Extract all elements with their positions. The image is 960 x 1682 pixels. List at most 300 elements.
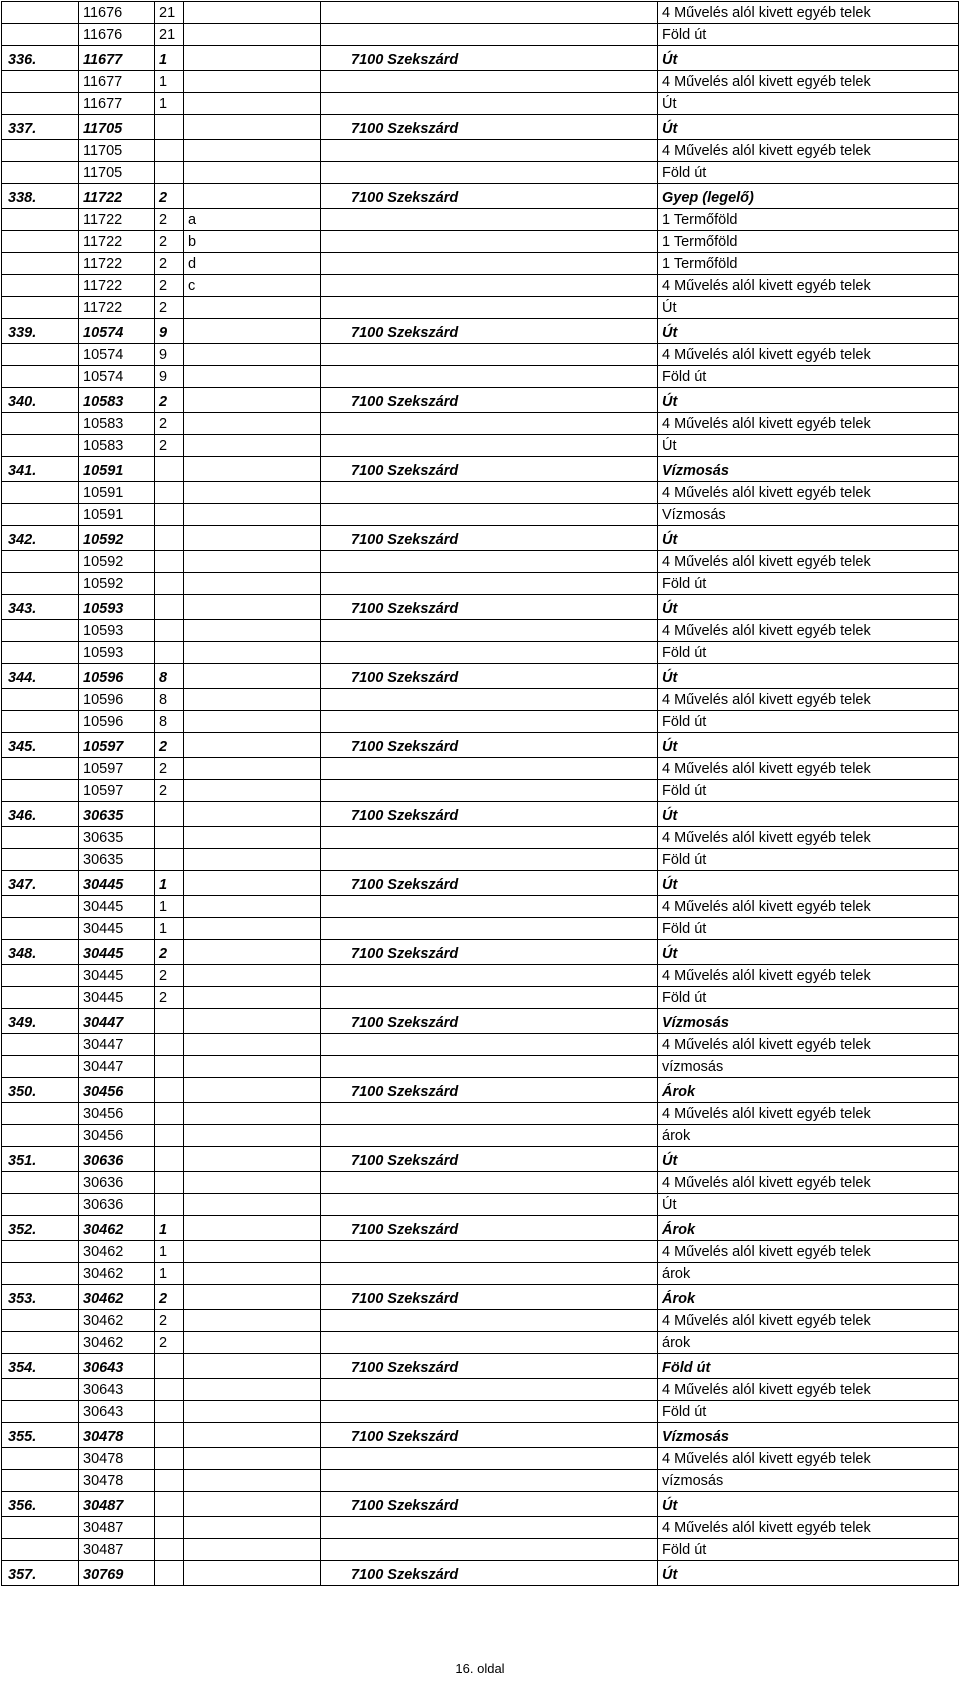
- row-index-cell: 353.: [2, 1285, 79, 1310]
- settlement-cell: [321, 1379, 658, 1401]
- land-use-cell: 4 Művelés alól kivett egyéb telek: [658, 827, 959, 849]
- parcel-number-cell: 30487: [79, 1539, 155, 1561]
- row-index-cell: [2, 1401, 79, 1423]
- row-index-cell: [2, 827, 79, 849]
- row-index-cell: [2, 918, 79, 940]
- row-index-cell: 357.: [2, 1561, 79, 1586]
- settlement-cell: [321, 140, 658, 162]
- row-index-cell: 347.: [2, 871, 79, 896]
- row-index-cell: [2, 711, 79, 733]
- settlement-cell: 7100 Szekszárd: [321, 1216, 658, 1241]
- sub-number-cell: [155, 162, 184, 184]
- parcel-main-row: [2, 733, 959, 758]
- sub-number-cell: 2: [155, 1310, 184, 1332]
- parcel-sub-row: [2, 1103, 959, 1125]
- sub-letter-cell: [184, 162, 321, 184]
- parcel-number-cell: 11705: [79, 162, 155, 184]
- row-index-cell: [2, 1470, 79, 1492]
- parcel-sub-row: [2, 482, 959, 504]
- sub-letter-cell: [184, 93, 321, 115]
- row-index-cell: [2, 1034, 79, 1056]
- settlement-cell: 7100 Szekszárd: [321, 1009, 658, 1034]
- sub-number-cell: 1: [155, 1241, 184, 1263]
- land-use-cell: Vízmosás: [658, 504, 959, 526]
- parcel-main-row: [2, 1354, 959, 1379]
- row-index-cell: [2, 344, 79, 366]
- parcel-number-cell: 10592: [79, 573, 155, 595]
- settlement-cell: [321, 1517, 658, 1539]
- parcel-table: [1, 1, 959, 1586]
- sub-letter-cell: [184, 413, 321, 435]
- row-index-cell: [2, 1310, 79, 1332]
- land-use-cell: 4 Művelés alól kivett egyéb telek: [658, 482, 959, 504]
- land-use-cell: Gyep (legelő): [658, 184, 959, 209]
- parcel-number-cell: 30445: [79, 871, 155, 896]
- parcel-sub-row: [2, 435, 959, 457]
- parcel-sub-row: [2, 1379, 959, 1401]
- parcel-sub-row: [2, 1125, 959, 1147]
- row-index-cell: [2, 551, 79, 573]
- land-use-cell: Út: [658, 1194, 959, 1216]
- sub-number-cell: [155, 1539, 184, 1561]
- settlement-cell: [321, 896, 658, 918]
- sub-number-cell: 2: [155, 388, 184, 413]
- land-use-cell: 4 Művelés alól kivett egyéb telek: [658, 344, 959, 366]
- sub-letter-cell: b: [184, 231, 321, 253]
- land-use-cell: 4 Művelés alól kivett egyéb telek: [658, 620, 959, 642]
- sub-letter-cell: [184, 1423, 321, 1448]
- sub-letter-cell: [184, 802, 321, 827]
- land-use-cell: 1 Termőföld: [658, 231, 959, 253]
- land-use-cell: 4 Művelés alól kivett egyéb telek: [658, 275, 959, 297]
- settlement-cell: [321, 573, 658, 595]
- sub-number-cell: [155, 1078, 184, 1103]
- land-use-cell: Föld út: [658, 573, 959, 595]
- land-use-cell: 4 Művelés alól kivett egyéb telek: [658, 1034, 959, 1056]
- land-use-cell: 1 Termőföld: [658, 253, 959, 275]
- land-use-cell: Út: [658, 1492, 959, 1517]
- sub-letter-cell: [184, 1539, 321, 1561]
- sub-number-cell: 2: [155, 733, 184, 758]
- sub-letter-cell: [184, 1009, 321, 1034]
- sub-letter-cell: [184, 827, 321, 849]
- sub-letter-cell: [184, 1263, 321, 1285]
- sub-letter-cell: [184, 366, 321, 388]
- parcel-main-row: [2, 1492, 959, 1517]
- sub-letter-cell: [184, 1470, 321, 1492]
- land-use-cell: 4 Művelés alól kivett egyéb telek: [658, 2, 959, 24]
- parcel-sub-row: [2, 620, 959, 642]
- sub-number-cell: [155, 1401, 184, 1423]
- sub-number-cell: [155, 526, 184, 551]
- land-use-cell: Út: [658, 733, 959, 758]
- row-index-cell: [2, 253, 79, 275]
- land-use-cell: Föld út: [658, 162, 959, 184]
- parcel-main-row: [2, 184, 959, 209]
- land-use-cell: 1 Termőföld: [658, 209, 959, 231]
- sub-number-cell: 1: [155, 71, 184, 93]
- sub-letter-cell: [184, 388, 321, 413]
- parcel-sub-row: [2, 344, 959, 366]
- parcel-main-row: [2, 1078, 959, 1103]
- settlement-cell: [321, 297, 658, 319]
- parcel-number-cell: 30635: [79, 849, 155, 871]
- parcel-sub-row: [2, 689, 959, 711]
- sub-letter-cell: [184, 319, 321, 344]
- sub-number-cell: 2: [155, 940, 184, 965]
- sub-letter-cell: c: [184, 275, 321, 297]
- row-index-cell: [2, 987, 79, 1009]
- sub-number-cell: [155, 140, 184, 162]
- land-use-cell: 4 Művelés alól kivett egyéb telek: [658, 71, 959, 93]
- sub-letter-cell: [184, 1517, 321, 1539]
- row-index-cell: [2, 642, 79, 664]
- row-index-cell: 339.: [2, 319, 79, 344]
- row-index-cell: [2, 209, 79, 231]
- parcel-number-cell: 10593: [79, 642, 155, 664]
- row-index-cell: [2, 1103, 79, 1125]
- settlement-cell: 7100 Szekszárd: [321, 184, 658, 209]
- parcel-number-cell: 30643: [79, 1401, 155, 1423]
- row-index-cell: [2, 1172, 79, 1194]
- land-use-cell: Föld út: [658, 366, 959, 388]
- parcel-number-cell: 30478: [79, 1470, 155, 1492]
- settlement-cell: 7100 Szekszárd: [321, 46, 658, 71]
- sub-number-cell: 1: [155, 1216, 184, 1241]
- parcel-sub-row: [2, 849, 959, 871]
- parcel-number-cell: 30447: [79, 1009, 155, 1034]
- parcel-sub-row: [2, 231, 959, 253]
- settlement-cell: 7100 Szekszárd: [321, 115, 658, 140]
- land-use-cell: 4 Művelés alól kivett egyéb telek: [658, 758, 959, 780]
- sub-letter-cell: [184, 435, 321, 457]
- row-index-cell: 336.: [2, 46, 79, 71]
- land-use-cell: Föld út: [658, 918, 959, 940]
- sub-number-cell: [155, 1147, 184, 1172]
- sub-number-cell: 1: [155, 871, 184, 896]
- parcel-sub-row: [2, 93, 959, 115]
- parcel-sub-row: [2, 2, 959, 24]
- sub-number-cell: [155, 457, 184, 482]
- row-index-cell: [2, 297, 79, 319]
- parcel-sub-row: [2, 1517, 959, 1539]
- settlement-cell: 7100 Szekszárd: [321, 1354, 658, 1379]
- sub-number-cell: 21: [155, 24, 184, 46]
- parcel-sub-row: [2, 896, 959, 918]
- sub-letter-cell: [184, 896, 321, 918]
- parcel-number-cell: 30462: [79, 1216, 155, 1241]
- parcel-main-row: [2, 1216, 959, 1241]
- row-index-cell: 355.: [2, 1423, 79, 1448]
- parcel-number-cell: 30462: [79, 1263, 155, 1285]
- parcel-number-cell: 11677: [79, 46, 155, 71]
- parcel-number-cell: 10574: [79, 366, 155, 388]
- land-use-cell: Út: [658, 115, 959, 140]
- settlement-cell: [321, 231, 658, 253]
- sub-number-cell: [155, 642, 184, 664]
- land-use-cell: 4 Művelés alól kivett egyéb telek: [658, 689, 959, 711]
- sub-letter-cell: [184, 457, 321, 482]
- sub-letter-cell: [184, 758, 321, 780]
- sub-number-cell: [155, 1517, 184, 1539]
- settlement-cell: [321, 1448, 658, 1470]
- row-index-cell: 344.: [2, 664, 79, 689]
- parcel-number-cell: 30447: [79, 1034, 155, 1056]
- row-index-cell: 345.: [2, 733, 79, 758]
- parcel-number-cell: 10596: [79, 664, 155, 689]
- parcel-number-cell: 10591: [79, 504, 155, 526]
- parcel-main-row: [2, 664, 959, 689]
- sub-number-cell: 21: [155, 2, 184, 24]
- sub-letter-cell: [184, 1147, 321, 1172]
- sub-letter-cell: [184, 987, 321, 1009]
- parcel-sub-row: [2, 918, 959, 940]
- row-index-cell: [2, 435, 79, 457]
- parcel-sub-row: [2, 711, 959, 733]
- land-use-cell: Föld út: [658, 711, 959, 733]
- parcel-sub-row: [2, 413, 959, 435]
- parcel-number-cell: 10592: [79, 551, 155, 573]
- parcel-sub-row: [2, 642, 959, 664]
- parcel-main-row: [2, 1561, 959, 1586]
- sub-letter-cell: [184, 1034, 321, 1056]
- parcel-number-cell: 11722: [79, 253, 155, 275]
- settlement-cell: [321, 849, 658, 871]
- parcel-number-cell: 30445: [79, 896, 155, 918]
- sub-number-cell: 2: [155, 231, 184, 253]
- sub-letter-cell: [184, 940, 321, 965]
- parcel-sub-row: [2, 1056, 959, 1078]
- parcel-main-row: [2, 595, 959, 620]
- parcel-number-cell: 10591: [79, 482, 155, 504]
- settlement-cell: [321, 965, 658, 987]
- settlement-cell: 7100 Szekszárd: [321, 1078, 658, 1103]
- settlement-cell: 7100 Szekszárd: [321, 733, 658, 758]
- sub-letter-cell: [184, 71, 321, 93]
- sub-letter-cell: [184, 849, 321, 871]
- sub-letter-cell: [184, 1216, 321, 1241]
- parcel-number-cell: 30636: [79, 1172, 155, 1194]
- sub-number-cell: [155, 827, 184, 849]
- settlement-cell: 7100 Szekszárd: [321, 940, 658, 965]
- row-index-cell: [2, 140, 79, 162]
- sub-letter-cell: [184, 504, 321, 526]
- parcel-sub-row: [2, 1332, 959, 1354]
- parcel-main-row: [2, 802, 959, 827]
- sub-number-cell: [155, 1172, 184, 1194]
- sub-number-cell: [155, 1034, 184, 1056]
- land-use-cell: Vízmosás: [658, 1009, 959, 1034]
- sub-number-cell: 2: [155, 435, 184, 457]
- sub-letter-cell: [184, 1354, 321, 1379]
- row-index-cell: 356.: [2, 1492, 79, 1517]
- settlement-cell: [321, 71, 658, 93]
- sub-letter-cell: [184, 620, 321, 642]
- row-index-cell: 348.: [2, 940, 79, 965]
- parcel-number-cell: 10583: [79, 388, 155, 413]
- settlement-cell: [321, 1241, 658, 1263]
- parcel-number-cell: 30445: [79, 987, 155, 1009]
- row-index-cell: 340.: [2, 388, 79, 413]
- parcel-number-cell: 10593: [79, 620, 155, 642]
- parcel-number-cell: 11722: [79, 297, 155, 319]
- row-index-cell: [2, 689, 79, 711]
- sub-number-cell: 2: [155, 758, 184, 780]
- settlement-cell: [321, 1401, 658, 1423]
- sub-number-cell: 2: [155, 965, 184, 987]
- row-index-cell: 354.: [2, 1354, 79, 1379]
- parcel-number-cell: 30635: [79, 827, 155, 849]
- land-use-cell: 4 Művelés alól kivett egyéb telek: [658, 896, 959, 918]
- land-use-cell: 4 Művelés alól kivett egyéb telek: [658, 413, 959, 435]
- parcel-sub-row: [2, 1034, 959, 1056]
- land-use-cell: vízmosás: [658, 1470, 959, 1492]
- settlement-cell: [321, 162, 658, 184]
- sub-letter-cell: [184, 1194, 321, 1216]
- parcel-number-cell: 30462: [79, 1241, 155, 1263]
- row-index-cell: [2, 896, 79, 918]
- parcel-number-cell: 11705: [79, 140, 155, 162]
- parcel-main-row: [2, 1423, 959, 1448]
- settlement-cell: [321, 253, 658, 275]
- parcel-main-row: [2, 46, 959, 71]
- land-use-cell: Föld út: [658, 1401, 959, 1423]
- parcel-number-cell: 30445: [79, 940, 155, 965]
- land-use-cell: Út: [658, 93, 959, 115]
- parcel-main-row: [2, 115, 959, 140]
- parcel-main-row: [2, 319, 959, 344]
- settlement-cell: [321, 780, 658, 802]
- settlement-cell: 7100 Szekszárd: [321, 1423, 658, 1448]
- settlement-cell: [321, 1194, 658, 1216]
- sub-letter-cell: [184, 642, 321, 664]
- row-index-cell: [2, 2, 79, 24]
- parcel-number-cell: 11676: [79, 2, 155, 24]
- land-use-cell: Föld út: [658, 642, 959, 664]
- settlement-cell: 7100 Szekszárd: [321, 1492, 658, 1517]
- parcel-number-cell: 10597: [79, 758, 155, 780]
- parcel-number-cell: 30487: [79, 1492, 155, 1517]
- parcel-number-cell: 30456: [79, 1125, 155, 1147]
- parcel-table-body: [2, 2, 959, 1586]
- sub-number-cell: [155, 620, 184, 642]
- settlement-cell: 7100 Szekszárd: [321, 871, 658, 896]
- parcel-sub-row: [2, 987, 959, 1009]
- parcel-number-cell: 11722: [79, 209, 155, 231]
- sub-letter-cell: [184, 689, 321, 711]
- settlement-cell: 7100 Szekszárd: [321, 664, 658, 689]
- sub-number-cell: [155, 1125, 184, 1147]
- sub-number-cell: [155, 1379, 184, 1401]
- settlement-cell: [321, 1172, 658, 1194]
- row-index-cell: 341.: [2, 457, 79, 482]
- settlement-cell: 7100 Szekszárd: [321, 388, 658, 413]
- sub-number-cell: 8: [155, 664, 184, 689]
- parcel-number-cell: 30636: [79, 1147, 155, 1172]
- parcel-number-cell: 11677: [79, 71, 155, 93]
- parcel-sub-row: [2, 1310, 959, 1332]
- parcel-main-row: [2, 1009, 959, 1034]
- parcel-number-cell: 30478: [79, 1423, 155, 1448]
- row-index-cell: [2, 1125, 79, 1147]
- settlement-cell: [321, 435, 658, 457]
- sub-number-cell: [155, 1009, 184, 1034]
- settlement-cell: 7100 Szekszárd: [321, 595, 658, 620]
- sub-number-cell: [155, 1492, 184, 1517]
- sub-letter-cell: [184, 1172, 321, 1194]
- sub-letter-cell: [184, 1492, 321, 1517]
- sub-letter-cell: [184, 1310, 321, 1332]
- land-use-cell: árok: [658, 1263, 959, 1285]
- land-use-cell: 4 Művelés alól kivett egyéb telek: [658, 1241, 959, 1263]
- settlement-cell: [321, 1310, 658, 1332]
- sub-letter-cell: [184, 664, 321, 689]
- parcel-number-cell: 30456: [79, 1103, 155, 1125]
- sub-number-cell: [155, 1423, 184, 1448]
- settlement-cell: [321, 482, 658, 504]
- parcel-main-row: [2, 388, 959, 413]
- parcel-number-cell: 30445: [79, 918, 155, 940]
- row-index-cell: [2, 780, 79, 802]
- sub-number-cell: 2: [155, 780, 184, 802]
- sub-number-cell: [155, 1103, 184, 1125]
- parcel-number-cell: 10574: [79, 344, 155, 366]
- parcel-number-cell: 30478: [79, 1448, 155, 1470]
- settlement-cell: [321, 551, 658, 573]
- sub-letter-cell: [184, 871, 321, 896]
- sub-letter-cell: [184, 140, 321, 162]
- land-use-cell: vízmosás: [658, 1056, 959, 1078]
- land-use-cell: Út: [658, 1147, 959, 1172]
- sub-letter-cell: [184, 1448, 321, 1470]
- settlement-cell: 7100 Szekszárd: [321, 526, 658, 551]
- sub-number-cell: [155, 1056, 184, 1078]
- land-use-cell: 4 Művelés alól kivett egyéb telek: [658, 1103, 959, 1125]
- row-index-cell: 342.: [2, 526, 79, 551]
- settlement-cell: 7100 Szekszárd: [321, 1147, 658, 1172]
- row-index-cell: 346.: [2, 802, 79, 827]
- parcel-number-cell: 30643: [79, 1379, 155, 1401]
- settlement-cell: [321, 1034, 658, 1056]
- sub-number-cell: 2: [155, 275, 184, 297]
- row-index-cell: [2, 504, 79, 526]
- sub-number-cell: 1: [155, 93, 184, 115]
- settlement-cell: [321, 711, 658, 733]
- row-index-cell: 349.: [2, 1009, 79, 1034]
- land-use-cell: árok: [658, 1332, 959, 1354]
- land-use-cell: 4 Művelés alól kivett egyéb telek: [658, 1448, 959, 1470]
- parcel-number-cell: 11677: [79, 93, 155, 115]
- parcel-main-row: [2, 1147, 959, 1172]
- settlement-cell: 7100 Szekszárd: [321, 1561, 658, 1586]
- parcel-sub-row: [2, 275, 959, 297]
- sub-number-cell: 2: [155, 1332, 184, 1354]
- sub-letter-cell: [184, 595, 321, 620]
- row-index-cell: [2, 162, 79, 184]
- row-index-cell: 343.: [2, 595, 79, 620]
- land-use-cell: Út: [658, 940, 959, 965]
- parcel-number-cell: 30445: [79, 965, 155, 987]
- settlement-cell: [321, 413, 658, 435]
- sub-number-cell: 9: [155, 319, 184, 344]
- parcel-number-cell: 30462: [79, 1285, 155, 1310]
- land-use-cell: 4 Művelés alól kivett egyéb telek: [658, 140, 959, 162]
- parcel-number-cell: 10597: [79, 780, 155, 802]
- sub-number-cell: 2: [155, 987, 184, 1009]
- sub-number-cell: 8: [155, 711, 184, 733]
- land-use-cell: 4 Művelés alól kivett egyéb telek: [658, 1172, 959, 1194]
- parcel-main-row: [2, 457, 959, 482]
